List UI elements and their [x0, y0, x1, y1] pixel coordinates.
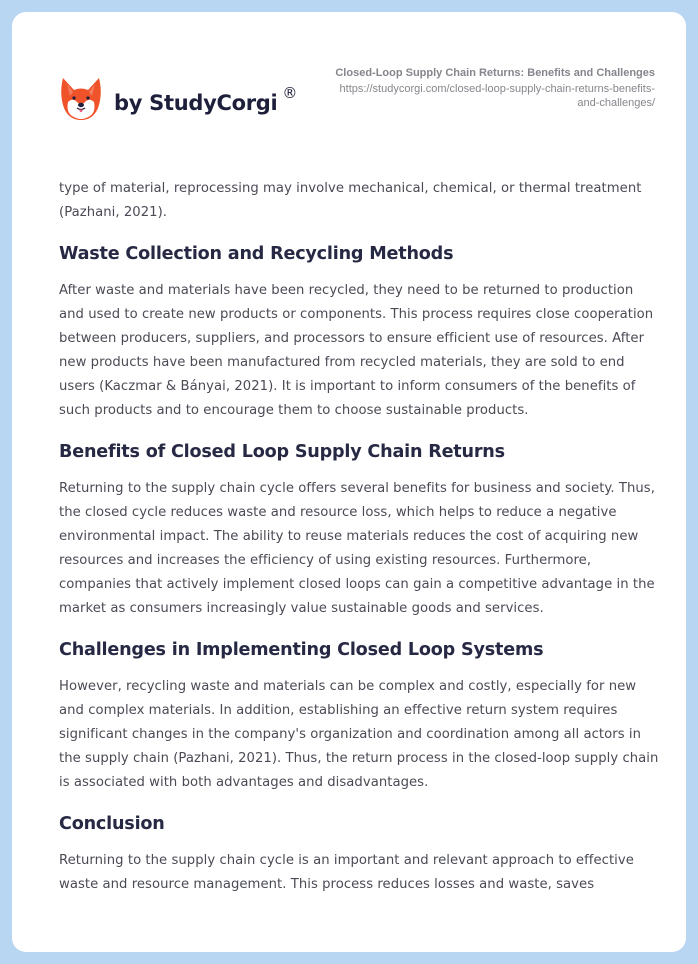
- page-header: [12, 12, 686, 162]
- section-heading-benefits: Benefits of Closed Loop Supply Chain Returns: [59, 442, 505, 462]
- corgi-icon: [60, 76, 102, 122]
- brand-name: by StudyCorgi: [114, 91, 278, 115]
- section-paragraph-waste-collection: After waste and materials have been recycled, they need to be returned to production and used to create new products or components. This process requires close cooperation between producers, suppliers, and processors to ensure efficient use of resources. After new products have been manufactured from recycled materials, they are sold to end users (Kaczmar & Bányai, 2021). It is important to inform consumers of the benefits of such products and to encourage them to choose sustainable products.: [59, 283, 654, 418]
- document-meta: [325, 66, 655, 110]
- studycorgi-logo[interactable]: [60, 76, 297, 122]
- section-paragraph-conclusion: Returning to the supply chain cycle is an important and relevant approach to effective waste and resource management. This process reduces losses and waste, saves: [59, 853, 634, 892]
- intro-paragraph: type of material, reprocessing may involve mechanical, chemical, or thermal treatment (Pazhani, 2021).: [59, 181, 642, 220]
- document-card: [12, 12, 686, 952]
- document-url[interactable]: https://studycorgi.com/closed-loop-supply-chain-returns-benefits-and-challenges/: [339, 83, 655, 109]
- section-heading-waste-collection: Waste Collection and Recycling Methods: [59, 244, 454, 264]
- registered-mark: ®: [282, 84, 298, 102]
- document-title: Closed-Loop Supply Chain Returns: Benefits and Challenges: [335, 67, 655, 79]
- section-heading-challenges: Challenges in Implementing Closed Loop Systems: [59, 640, 544, 660]
- section-paragraph-challenges: However, recycling waste and materials can be complex and costly, especially for new and complex materials. In addition, establishing an effective return system requires significant changes in the company's organization and coordination among all actors in the supply chain (Pazhani, 2021). Thus, the return process in the closed-loop supply chain is associated with both advantages and disadvantages.: [59, 679, 659, 790]
- section-paragraph-benefits: Returning to the supply chain cycle offers several benefits for business and society. Thus, the closed cycle reduces waste and resource loss, which helps to reduce a negative environmental impact. The ability to reuse materials reduces the cost of acquiring new resources and increases the efficiency of using existing resources. Furthermore, companies that actively implement closed loops can gain a competitive advantage in the market as consumers increasingly value sustainable goods and services.: [59, 481, 655, 616]
- section-heading-conclusion: Conclusion: [59, 814, 165, 834]
- article-body: [59, 177, 659, 897]
